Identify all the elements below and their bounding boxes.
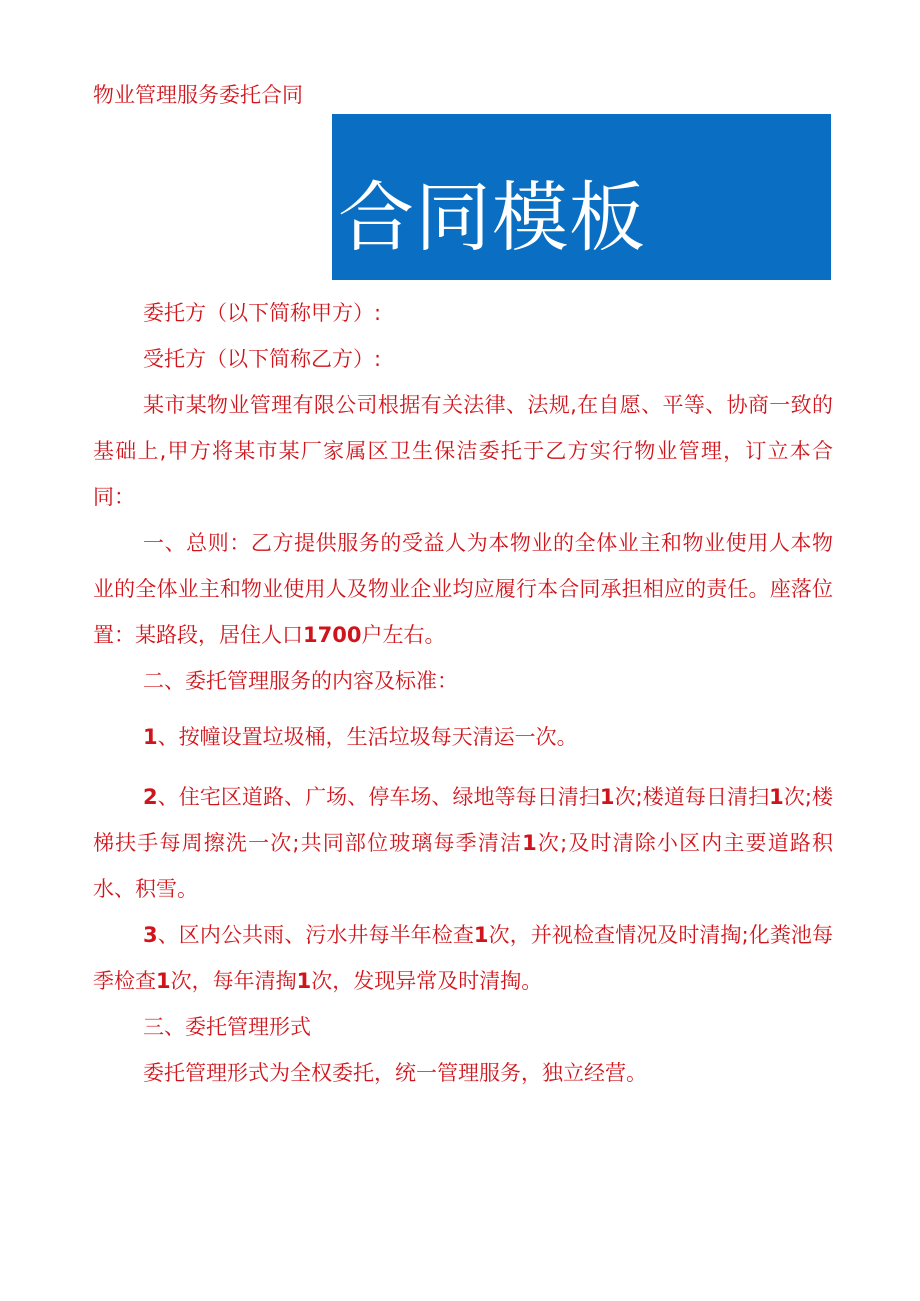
banner-text: 合同模板 [338, 173, 646, 262]
paragraph-section-three-heading: 三、委托管理形式 [143, 1015, 311, 1039]
paragraph-principal: 委托方（以下简称甲方）: [143, 301, 382, 325]
template-banner [332, 114, 831, 280]
paragraph-management-form: 委托管理形式为全权委托，统一管理服务，独立经营。 [143, 1061, 647, 1085]
document-title: 物业管理服务委托合同 [93, 83, 303, 107]
paragraph-general: 一、总则：乙方提供服务的受益人为本物业的全体业主和物业使用人本物业的全体业主和物业使用人及物业企业均应履行本合同承担相应的责任。座落位置：某路段，居住人口1700户左右。 [93, 531, 833, 647]
paragraph-section-two-heading: 二、委托管理服务的内容及标准： [143, 669, 458, 693]
paragraph-intro: 某市某物业管理有限公司根据有关法律、法规,在自愿、平等、协商一致的基础上,甲方将某市某厂家属区卫生保洁委托于乙方实行物业管理，订立本合同： [93, 393, 833, 509]
paragraph-trustee: 受托方（以下简称乙方）: [143, 347, 382, 371]
contract-body [93, 290, 833, 1096]
paragraph-item-3: 3、区内公共雨、污水井每半年检查1次，并视检查情况及时清掏;化粪池每季检查1次，每年清掏1次，发现异常及时清掏。 [93, 923, 833, 993]
paragraph-item-1: 1、按幢设置垃圾桶，生活垃圾每天清运一次。 [143, 725, 578, 749]
paragraph-item-2: 2、住宅区道路、广场、停车场、绿地等每日清扫1次;楼道每日清扫1次;楼梯扶手每周擦洗一次;共同部位玻璃每季清洁1次;及时清除小区内主要道路积水、积雪。 [93, 785, 834, 901]
